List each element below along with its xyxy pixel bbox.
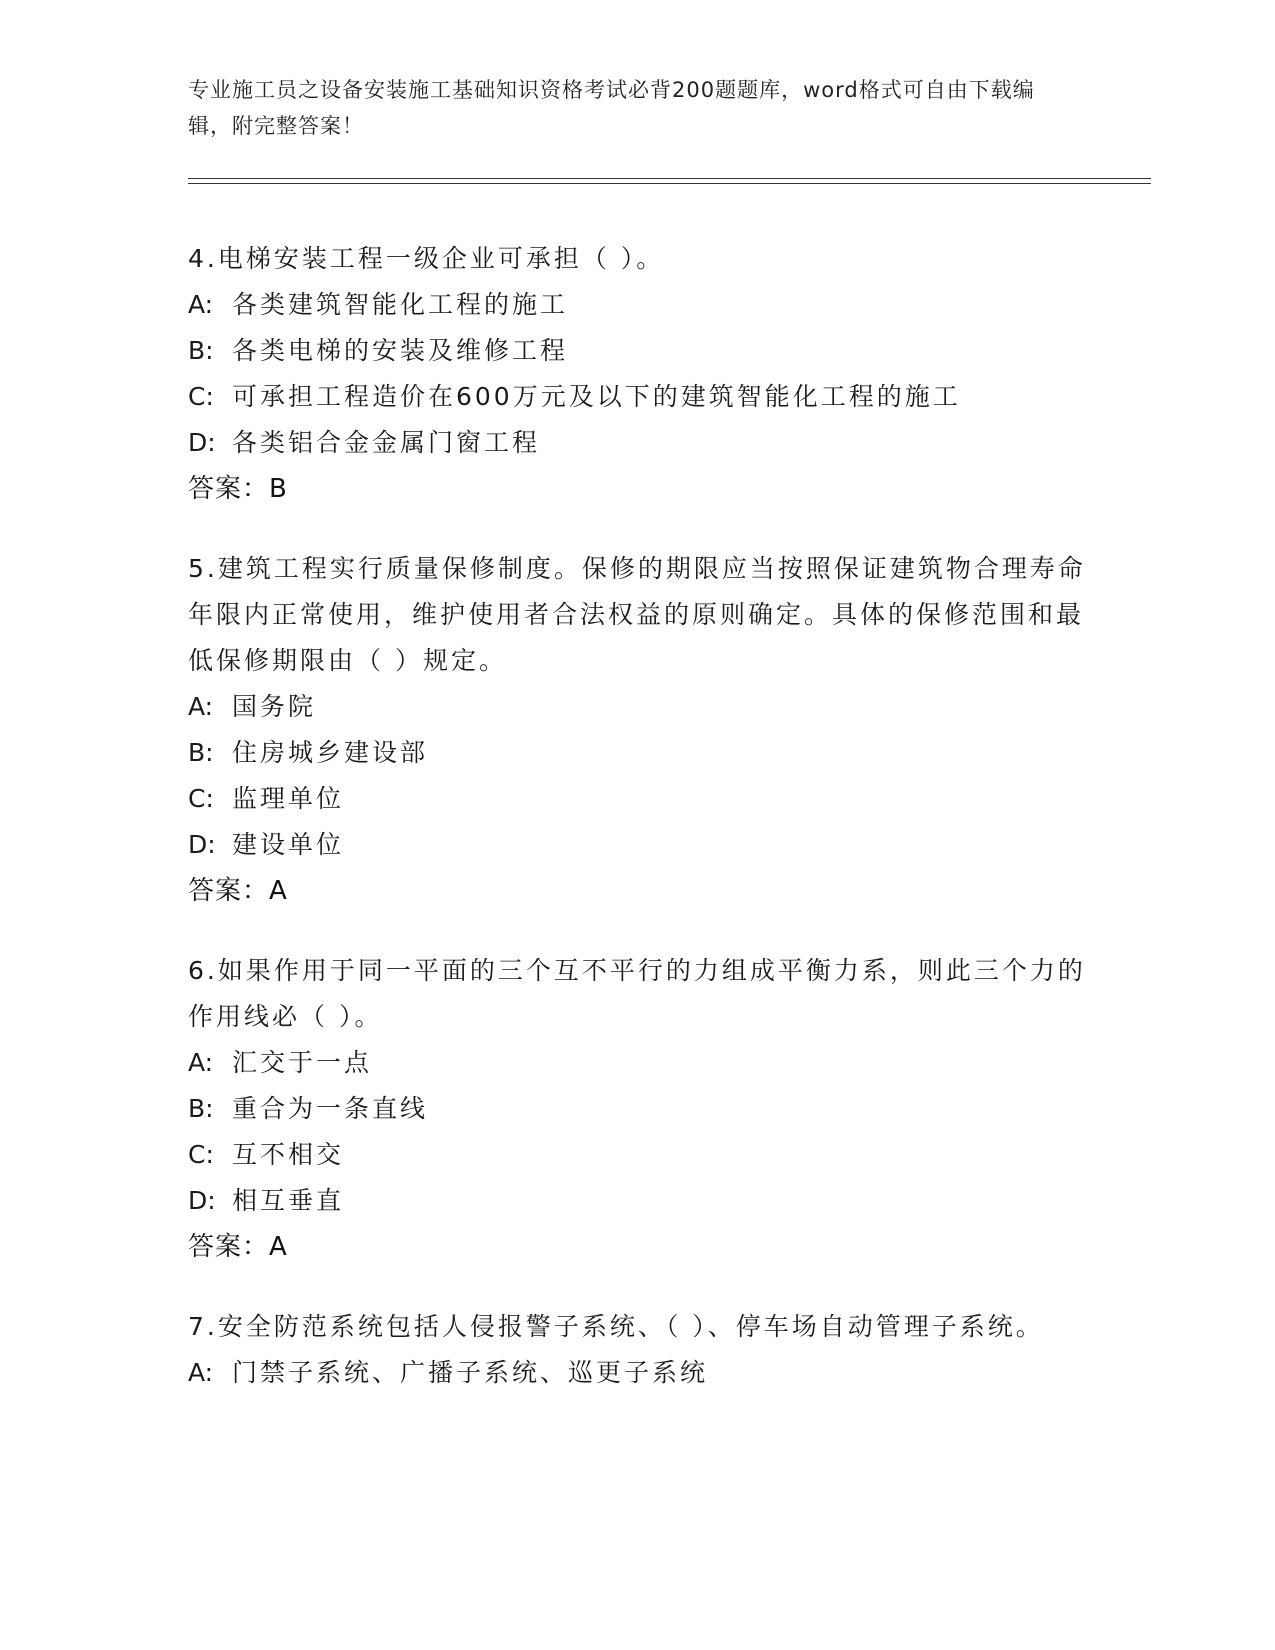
option-text: 可承担工程造价在600万元及以下的建筑智能化工程的施工 <box>232 382 961 411</box>
question-5 <box>188 546 1088 914</box>
option-text: 建设单位 <box>232 830 345 859</box>
option-d <box>188 822 1088 868</box>
question-stem: 4.电梯安装工程一级企业可承担（ ）。 <box>188 244 665 273</box>
option-letter: D: <box>188 830 216 859</box>
question-stem: 6.如果作用于同一平面的三个互不平行的力组成平衡力系，则此三个力的作用线必（ ）。 <box>188 956 1086 1031</box>
document-header-title: 专业施工员之设备安装施工基础知识资格考试必背200题题库，word格式可自由下载编辑，附完整答案！ <box>188 78 1035 138</box>
option-letter: C: <box>188 1140 214 1169</box>
option-a <box>188 1350 1088 1396</box>
option-text: 相互垂直 <box>232 1186 345 1215</box>
option-letter: A: <box>188 1048 214 1077</box>
option-b <box>188 730 1088 776</box>
option-letter: A: <box>188 1358 214 1387</box>
option-b <box>188 1086 1088 1132</box>
option-text: 门禁子系统、广播子系统、巡更子系统 <box>232 1358 709 1387</box>
question-stem: 5.建筑工程实行质量保修制度。保修的期限应当按照保证建筑物合理寿命年限内正常使用，维护使用者合法权益的原则确定。具体的保修范围和最低保修期限由（ ）规定。 <box>188 554 1086 675</box>
option-letter: A: <box>188 692 214 721</box>
option-c <box>188 374 1088 420</box>
question-4 <box>188 236 1088 512</box>
option-text: 各类铝合金金属门窗工程 <box>232 428 541 457</box>
option-a <box>188 684 1088 730</box>
question-list <box>188 236 1088 1430</box>
option-a <box>188 1040 1088 1086</box>
answer-line: 答案：A <box>188 876 288 906</box>
question-stem: 7.安全防范系统包括人侵报警子系统、（ ）、停车场自动管理子系统。 <box>188 1312 1044 1341</box>
option-letter: D: <box>188 1186 216 1215</box>
option-text: 国务院 <box>232 692 317 721</box>
option-letter: D: <box>188 428 216 457</box>
option-letter: B: <box>188 1094 214 1123</box>
option-text: 住房城乡建设部 <box>232 738 429 767</box>
option-letter: B: <box>188 336 214 365</box>
option-text: 监理单位 <box>232 784 345 813</box>
option-b <box>188 328 1088 374</box>
option-text: 各类电梯的安装及维修工程 <box>232 336 569 365</box>
header-divider-line-2 <box>188 183 1151 184</box>
answer-line: 答案：B <box>188 474 288 504</box>
option-letter: C: <box>188 382 214 411</box>
option-c <box>188 1132 1088 1178</box>
question-6 <box>188 948 1088 1270</box>
option-letter: B: <box>188 738 214 767</box>
answer-line: 答案：A <box>188 1232 288 1262</box>
option-a <box>188 282 1088 328</box>
option-text: 互不相交 <box>232 1140 345 1169</box>
header-divider-line <box>188 178 1151 179</box>
option-letter: C: <box>188 784 214 813</box>
option-c <box>188 776 1088 822</box>
option-d <box>188 420 1088 466</box>
option-d <box>188 1178 1088 1224</box>
option-letter: A: <box>188 290 214 319</box>
option-text: 汇交于一点 <box>232 1048 373 1077</box>
option-text: 各类建筑智能化工程的施工 <box>232 290 569 319</box>
option-text: 重合为一条直线 <box>232 1094 429 1123</box>
question-7 <box>188 1304 1088 1396</box>
